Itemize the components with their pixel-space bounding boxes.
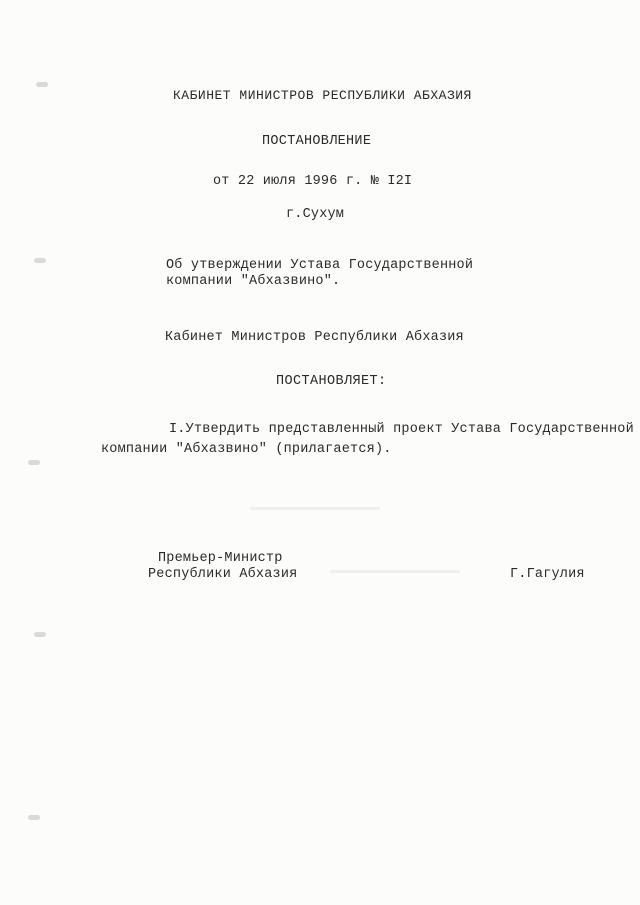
subject-line: компании "Абхазвино".: [166, 274, 341, 289]
decree-item-line: I.Утвердить представленный проект Устава Государственной: [169, 422, 634, 437]
document-header: КАБИНЕТ МИНИСТРОВ РЕСПУБЛИКИ АБХАЗИЯ: [173, 88, 472, 103]
scan-ghost-mark: [330, 570, 460, 573]
preamble-text: Кабинет Министров Республики Абхазия: [165, 330, 464, 345]
signer-title-line: Республики Абхазия: [148, 567, 298, 582]
decree-item-line: компании "Абхазвино" (прилагается).: [101, 442, 392, 457]
document-type: ПОСТАНОВЛЕНИЕ: [262, 134, 372, 149]
decrees-heading: ПОСТАНОВЛЯЕТ:: [276, 374, 387, 389]
scan-mark: [28, 460, 40, 465]
signer-title-line: Премьер-Министр: [158, 551, 283, 566]
scan-mark: [34, 258, 46, 263]
document-date: от 22 июля 1996 г. № I2I: [213, 174, 413, 189]
signer-name: Г.Гагулия: [510, 567, 585, 582]
scan-mark: [36, 82, 48, 87]
scan-ghost-mark: [250, 507, 380, 510]
scan-mark: [34, 632, 46, 637]
subject-line: Об утверждении Устава Государственной: [166, 258, 474, 273]
document-city: г.Сухум: [286, 207, 345, 222]
scan-mark: [28, 815, 40, 820]
document-subject: [166, 258, 473, 290]
